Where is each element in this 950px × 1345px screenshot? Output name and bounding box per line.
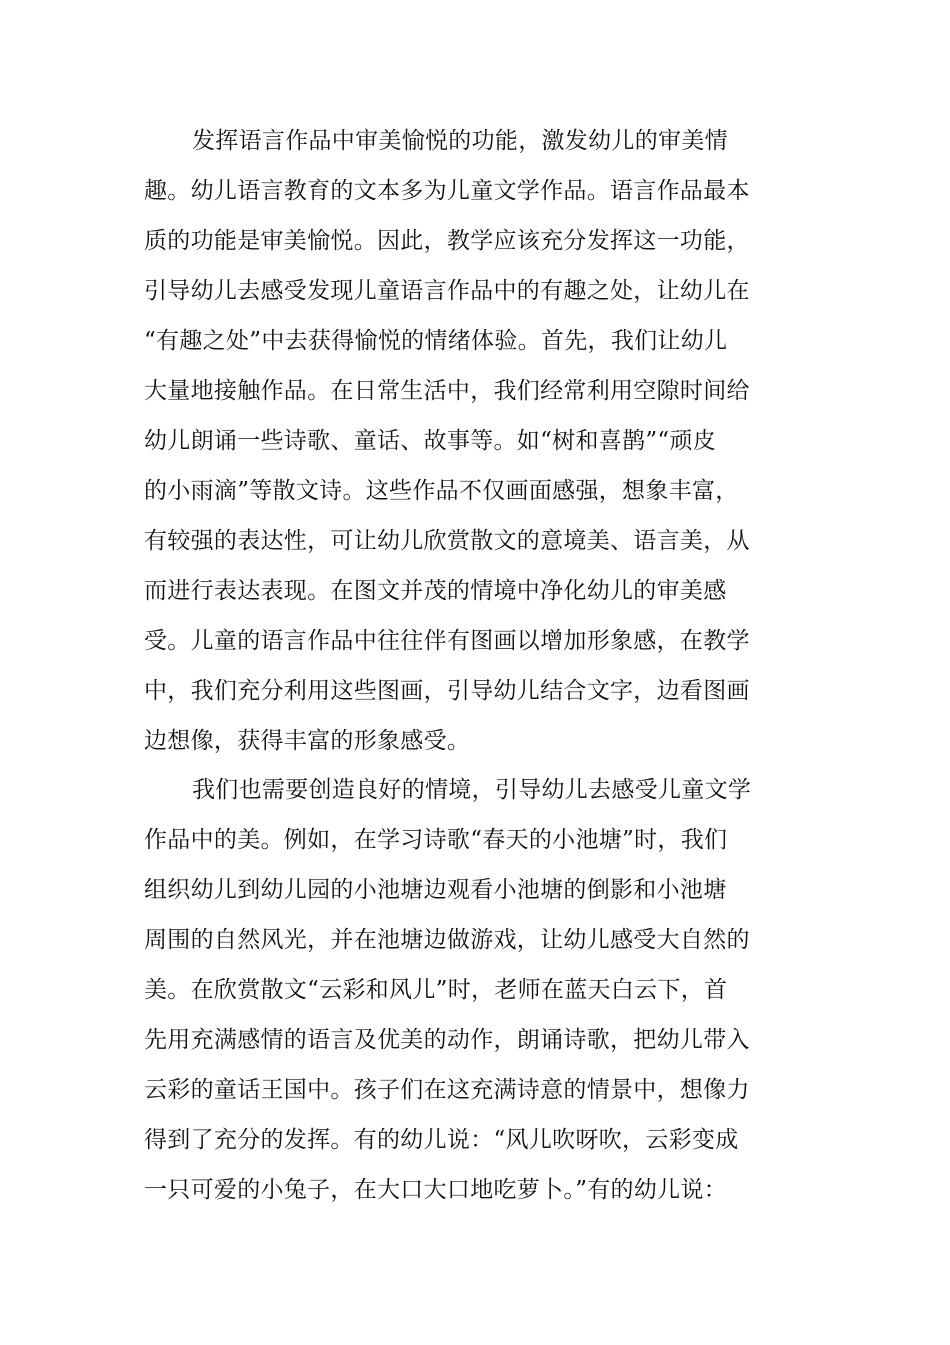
paragraph-1-line-13: 边想像，获得丰富的形象感受。 [144,728,471,754]
paragraph-2-line-9: 一只可爱的小兔子，在大口大口地吃萝卜。”有的幼儿说： [144,1177,728,1203]
paragraph-1-line-7: 幼儿朗诵一些诗歌、童话、故事等。如“树和喜鹊”“顽皮 [144,428,717,454]
paragraph-1-line-8: 的小雨滴”等散文诗。这些作品不仅画面感强，想象丰富， [144,478,739,504]
paragraph-2-line-8: 得到了充分的发挥。有的幼儿说：“风儿吹呀吹，云彩变成 [144,1127,739,1153]
paragraph-1-line-10: 而进行表达表现。在图文并茂的情境中净化幼儿的审美感 [144,578,727,604]
paragraph-2-line-7: 云彩的童话王国中。孩子们在这充满诗意的情景中，想像力 [144,1077,750,1103]
paragraph-2-line-5: 美。在欣赏散文“云彩和风儿”时，老师在蓝天白云下，首 [144,977,728,1003]
paragraph-1-line-11: 受。儿童的语言作品中往往伴有图画以增加形象感，在教学 [144,628,750,654]
paragraph-2-line-3: 组织幼儿到幼儿园的小池塘边观看小池塘的倒影和小池塘 [144,877,727,903]
paragraph-1-line-1: 发挥语言作品中审美愉悦的功能，激发幼儿的审美情 [192,128,728,154]
paragraph-2-line-1: 我们也需要创造良好的情境，引导幼儿去感受儿童文学 [192,777,752,803]
paragraph-1-line-12: 中，我们充分利用这些图画，引导幼儿结合文字，边看图画 [144,678,750,704]
paragraph-1 [144,116,750,766]
paragraph-1-line-5: “有趣之处”中去获得愉悦的情绪体验。首先，我们让幼儿 [144,328,728,354]
paragraph-2-line-6: 先用充满感情的语言及优美的动作，朗诵诗歌，把幼儿带入 [144,1027,750,1053]
paragraph-1-line-3: 质的功能是审美愉悦。因此，教学应该充分发挥这一功能， [144,228,750,254]
paragraph-1-line-6: 大量地接触作品。在日常生活中，我们经常利用空隙时间给 [144,378,750,404]
paragraph-2 [144,765,752,1215]
paragraph-1-line-9: 有较强的表达性，可让幼儿欣赏散文的意境美、语言美，从 [144,528,750,554]
paragraph-2-line-4: 周围的自然风光，并在池塘边做游戏，让幼儿感受大自然的 [144,927,750,953]
paragraph-1-line-4: 引导幼儿去感受发现儿童语言作品中的有趣之处，让幼儿在 [144,278,750,304]
paragraph-1-line-2: 趣。幼儿语言教育的文本多为儿童文学作品。语言作品最本 [144,178,750,204]
paragraph-2-line-2: 作品中的美。例如，在学习诗歌“春天的小池塘”时，我们 [144,827,728,853]
